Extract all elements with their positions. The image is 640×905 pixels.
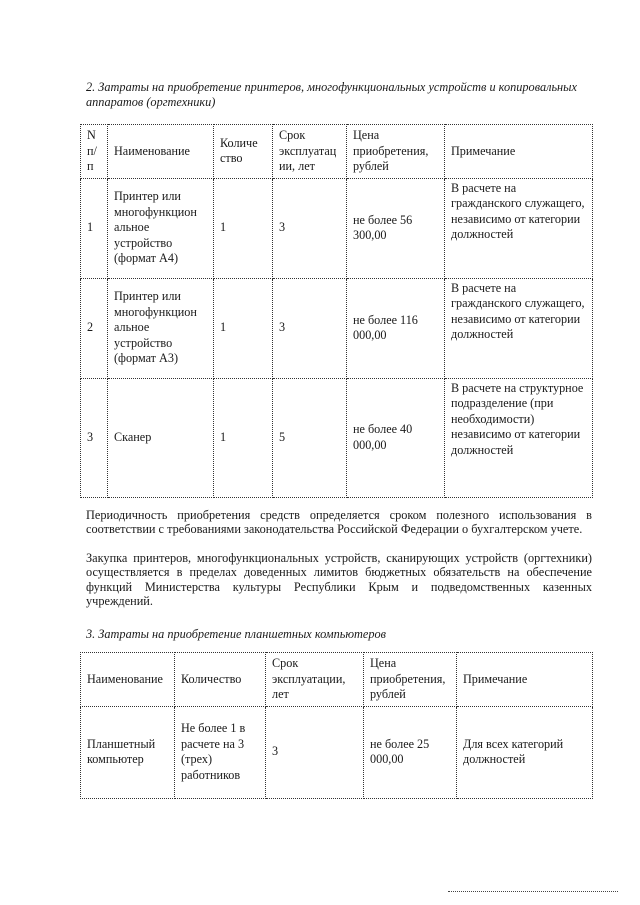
- row-num: 2: [81, 278, 108, 378]
- header-price: Цена приобретения, рублей: [364, 653, 457, 707]
- row-term: 3: [266, 706, 364, 798]
- row-name: Планшетный компьютер: [81, 706, 175, 798]
- row-price: не более 40 000,00: [347, 378, 445, 497]
- header-name: Наименование: [108, 125, 214, 179]
- row-term: 3: [273, 278, 347, 378]
- row-price: не более 25 000,00: [364, 706, 457, 798]
- header-qty: Количе ство: [214, 125, 273, 179]
- row-name: Принтер или многофункцион альное устройство (формат А3): [108, 278, 214, 378]
- header-name: Наименование: [81, 653, 175, 707]
- header-num: N п/п: [81, 125, 108, 179]
- row-term: 5: [273, 378, 347, 497]
- printers-table: [80, 124, 593, 498]
- paragraph-procurement: Закупка принтеров, многофункциональных устройств, сканирующих устройств (оргтехники) осуществляется в пределах доведенных лимитов бюджетных обязательств на обеспечение функций Министерства культуры Республики Крым и подведомственных казенных учреждений.: [86, 551, 592, 608]
- row-qty: Не более 1 в расчете на 3 (трех) работников: [175, 706, 266, 798]
- row-note: В расчете на гражданского служащего, независимо от категории должностей: [445, 178, 593, 278]
- row-note: В расчете на гражданского служащего, независимо от категории должностей: [445, 278, 593, 378]
- row-num: 3: [81, 378, 108, 497]
- header-term: Срок эксплуатац ии, лет: [273, 125, 347, 179]
- table-row: [81, 378, 593, 497]
- tablets-table: [80, 652, 593, 799]
- header-qty: Количество: [175, 653, 266, 707]
- paragraph-periodicity: Периодичность приобретения средств определяется сроком полезного использования в соответствии с требованиями законодательства Российской Федерации о бухгалтерском учете.: [86, 508, 592, 537]
- row-qty: 1: [214, 178, 273, 278]
- header-note: Примечание: [445, 125, 593, 179]
- row-num: 1: [81, 178, 108, 278]
- row-note: Для всех категорий должностей: [457, 706, 593, 798]
- header-term: Срок эксплуатации, лет: [266, 653, 364, 707]
- table-row: [81, 706, 593, 798]
- section-2-heading: 2. Затраты на приобретение принтеров, многофункциональных устройств и копировальных аппаратов (оргтехники): [86, 80, 577, 109]
- row-qty: 1: [214, 378, 273, 497]
- row-name: Сканер: [108, 378, 214, 497]
- row-price: не более 56 300,00: [347, 178, 445, 278]
- header-note: Примечание: [457, 653, 593, 707]
- section-3-heading: 3. Затраты на приобретение планшетных компьютеров: [86, 627, 387, 641]
- table-header-row: [81, 125, 593, 179]
- table-row: [81, 278, 593, 378]
- row-price: не более 116 000,00: [347, 278, 445, 378]
- table-row: [81, 178, 593, 278]
- header-price: Цена приобретения, рублей: [347, 125, 445, 179]
- row-note: В расчете на структурное подразделение (при необходимости) независимо от категории должностей: [445, 378, 593, 497]
- row-qty: 1: [214, 278, 273, 378]
- row-name: Принтер или многофункцион альное устройство (формат А4): [108, 178, 214, 278]
- table-header-row: [81, 653, 593, 707]
- signature-line: [448, 891, 618, 892]
- row-term: 3: [273, 178, 347, 278]
